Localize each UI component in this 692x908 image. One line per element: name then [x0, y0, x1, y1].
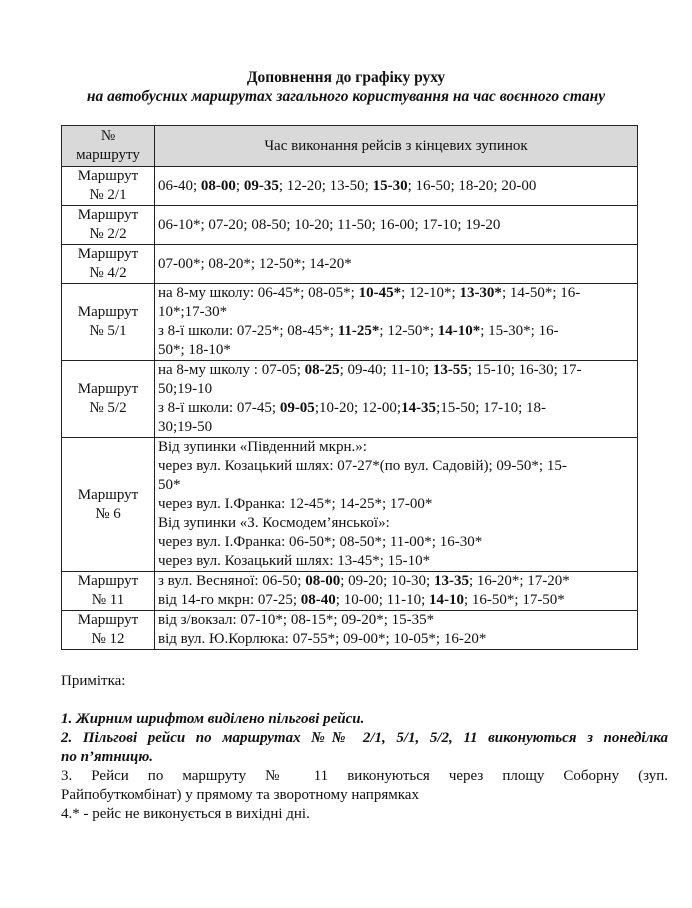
trip-time-text: ; 12-50*; — [379, 323, 438, 339]
table-row — [62, 167, 638, 206]
schedule-line — [158, 177, 634, 196]
note-1: 1. Жирним шрифтом виділено пільгові рейси. — [61, 711, 365, 727]
notes-section — [61, 672, 668, 824]
route-number: № 6 — [95, 505, 121, 522]
route-cell — [62, 572, 155, 611]
times-cell — [155, 167, 638, 206]
trip-time-text: ; 16-50; 18-20; 20-00 — [407, 177, 537, 194]
discount-trip-time: 10-45* — [358, 285, 402, 301]
route-label: Маршрут — [77, 573, 139, 589]
schedule-line — [158, 495, 634, 514]
title-line-1: Доповнення до графіку руху — [246, 69, 446, 86]
trip-time-text: з вул. Весняної: 06-50; — [158, 573, 306, 589]
table-row — [62, 245, 638, 284]
table-row — [62, 361, 638, 438]
route-cell — [62, 361, 155, 438]
note-2-line-1: 2. Пільгові рейси по маршрутах №№ 2/1, 5/1, 5/2, 11 виконуються з понеділка — [61, 730, 668, 746]
discount-trip-time: 08-00 — [305, 573, 341, 589]
schedule-line — [158, 284, 634, 303]
trip-time-text: на 8-му школу : 07-05; — [158, 362, 305, 378]
schedule-line — [158, 322, 634, 341]
schedule-table-body — [62, 167, 638, 650]
table-row — [62, 438, 638, 572]
route-number: № 2/2 — [89, 226, 127, 242]
schedule-line — [158, 438, 634, 457]
table-row — [62, 611, 638, 650]
notes-label: Примітка: — [61, 673, 126, 689]
route-number: № 5/1 — [89, 323, 127, 339]
trip-time-text: ; 12-10*; — [401, 285, 460, 301]
discount-trip-time: 14-10 — [428, 592, 464, 608]
trip-time-text: ; — [235, 177, 244, 194]
schedule-line — [158, 611, 634, 630]
schedule-line — [158, 476, 634, 495]
schedule-line — [158, 552, 634, 571]
route-label: Маршрут — [77, 381, 139, 397]
route-cell — [62, 206, 155, 245]
times-cell — [155, 245, 638, 284]
discount-trip-time: 13-35 — [433, 573, 469, 589]
schedule-line — [158, 380, 634, 399]
trip-time-text: від з/вокзал: 07-10*; 08-15*; 09-20*; 15-35* — [158, 612, 435, 628]
schedule-line — [158, 361, 634, 380]
route-cell — [62, 284, 155, 361]
times-cell — [155, 611, 638, 650]
trip-time-text: ; 16-20*; 17-20* — [468, 573, 570, 589]
discount-trip-time: 13-30* — [459, 285, 502, 301]
route-cell — [62, 438, 155, 572]
route-column-header — [62, 126, 155, 167]
trip-time-text: через вул. І.Франка: 12-45*; 14-25*; 17-00* — [158, 496, 433, 512]
trip-time-text: ; 09-40; 11-10; — [339, 362, 433, 378]
route-cell — [62, 611, 155, 650]
discount-trip-time: 13-55 — [432, 362, 468, 378]
route-label: Маршрут — [77, 486, 139, 503]
route-label: Маршрут — [77, 612, 139, 628]
route-cell — [62, 245, 155, 284]
route-header-line-1: № — [100, 128, 116, 144]
discount-trip-time: 08-40 — [300, 592, 336, 608]
note-4: 4.* - рейс не виконується в вихідні дні. — [61, 806, 310, 822]
trip-time-text: 06-40; — [158, 177, 201, 194]
table-row — [62, 206, 638, 245]
route-number: № 5/2 — [89, 400, 127, 416]
route-label: Маршрут — [77, 246, 139, 262]
times-cell — [155, 572, 638, 611]
trip-time-text: через вул. Козацький шлях: 13-45*; 15-10* — [158, 553, 431, 569]
table-row — [62, 572, 638, 611]
trip-time-text: ;15-50; 17-10; 18- — [436, 400, 547, 416]
trip-time-text: ; 15-30*; 16- — [480, 323, 559, 339]
note-2-line-2: по п’ятницю. — [61, 749, 154, 765]
discount-trip-time: 11-25* — [337, 323, 380, 339]
schedule-table — [61, 125, 638, 650]
trip-time-text: через вул. Козацький шлях: 07-27*(по вул. Садовій); 09-50*; 15- — [158, 458, 567, 474]
schedule-line — [158, 533, 634, 552]
trip-time-text: 50*; 18-10* — [158, 342, 231, 358]
schedule-line — [158, 216, 634, 235]
schedule-line — [158, 457, 634, 476]
discount-trip-time: 14-35 — [401, 400, 437, 416]
trip-time-text: ;10-20; 12-00; — [314, 400, 402, 416]
document-title — [0, 68, 692, 106]
note-3-line-1: 3. Рейси по маршруту № 11 виконуються через площу Соборну (зуп. — [61, 768, 668, 784]
route-cell — [62, 167, 155, 206]
table-row — [62, 284, 638, 361]
schedule-line — [158, 572, 634, 591]
discount-trip-time: 15-30 — [372, 177, 408, 194]
trip-time-text: на 8-му школу: 06-45*; 08-05*; — [158, 285, 359, 301]
trip-time-text: ; 16-50*; 17-50* — [463, 592, 565, 608]
trip-time-text: 50* — [158, 477, 181, 493]
trip-time-text: 10*;17-30* — [158, 304, 228, 320]
table-header-row — [62, 126, 638, 167]
times-cell — [155, 361, 638, 438]
trip-time-text: ; 15-10; 16-30; 17- — [467, 362, 582, 378]
times-cell — [155, 206, 638, 245]
trip-time-text: Від зупинки «Південний мкрн.»: — [158, 439, 367, 455]
schedule-line — [158, 341, 634, 360]
schedule-line — [158, 303, 634, 322]
route-label: Маршрут — [77, 304, 139, 320]
trip-time-text: 07-00*; 08-20*; 12-50*; 14-20* — [158, 255, 352, 272]
schedule-line — [158, 591, 634, 610]
route-number: № 11 — [91, 592, 125, 608]
times-cell — [155, 438, 638, 572]
trip-time-text: ; 12-20; 13-50; — [278, 177, 373, 194]
title-line-2: на автобусних маршрутах загального користування на час воєнного стану — [86, 88, 606, 105]
schedule-line — [158, 514, 634, 533]
discount-trip-time: 08-25 — [304, 362, 340, 378]
trip-time-text: від 14-го мкрн: 07-25; — [158, 592, 301, 608]
trip-time-text: ; 14-50*; 16- — [501, 285, 581, 301]
route-label: Маршрут — [77, 168, 139, 184]
discount-trip-time: 14-10* — [437, 323, 481, 339]
schedule-line — [158, 399, 634, 418]
trip-time-text: Від зупинки «З. Космодем’янської»: — [158, 515, 390, 531]
discount-trip-time: 08-00 — [200, 177, 236, 194]
note-3-line-2: Райпобуткомбінат) у прямому та зворотному напрямках — [61, 787, 419, 803]
route-number: № 4/2 — [89, 265, 127, 281]
times-column-header: Час виконання рейсів з кінцевих зупинок — [155, 126, 638, 167]
times-cell — [155, 284, 638, 361]
trip-time-text: через вул. І.Франка: 06-50*; 08-50*; 11-00*; 16-30* — [158, 534, 483, 550]
trip-time-text: ; 10-00; 11-10; — [335, 592, 429, 608]
trip-time-text: ; 09-20; 10-30; — [340, 573, 434, 589]
trip-time-text: з 8-ї школи: 07-25*; 08-45*; — [158, 323, 338, 339]
schedule-line — [158, 418, 634, 437]
trip-time-text: 50;19-10 — [158, 381, 213, 397]
trip-time-text: від вул. Ю.Корлюка: 07-55*; 09-00*; 10-05*; 16-20* — [158, 631, 487, 647]
route-number: № 12 — [91, 631, 125, 647]
schedule-line — [158, 630, 634, 649]
schedule-line — [158, 255, 634, 274]
route-label: Маршрут — [77, 207, 139, 223]
trip-time-text: 06-10*; 07-20; 08-50; 10-20; 11-50; 16-00; 17-10; 19-20 — [158, 216, 501, 233]
trip-time-text: 30;19-50 — [158, 419, 213, 435]
discount-trip-time: 09-05 — [279, 400, 315, 416]
discount-trip-time: 09-35 — [243, 177, 279, 194]
route-number: № 2/1 — [89, 187, 127, 203]
route-header-line-2: маршруту — [76, 147, 140, 163]
trip-time-text: з 8-ї школи: 07-45; — [158, 400, 280, 416]
